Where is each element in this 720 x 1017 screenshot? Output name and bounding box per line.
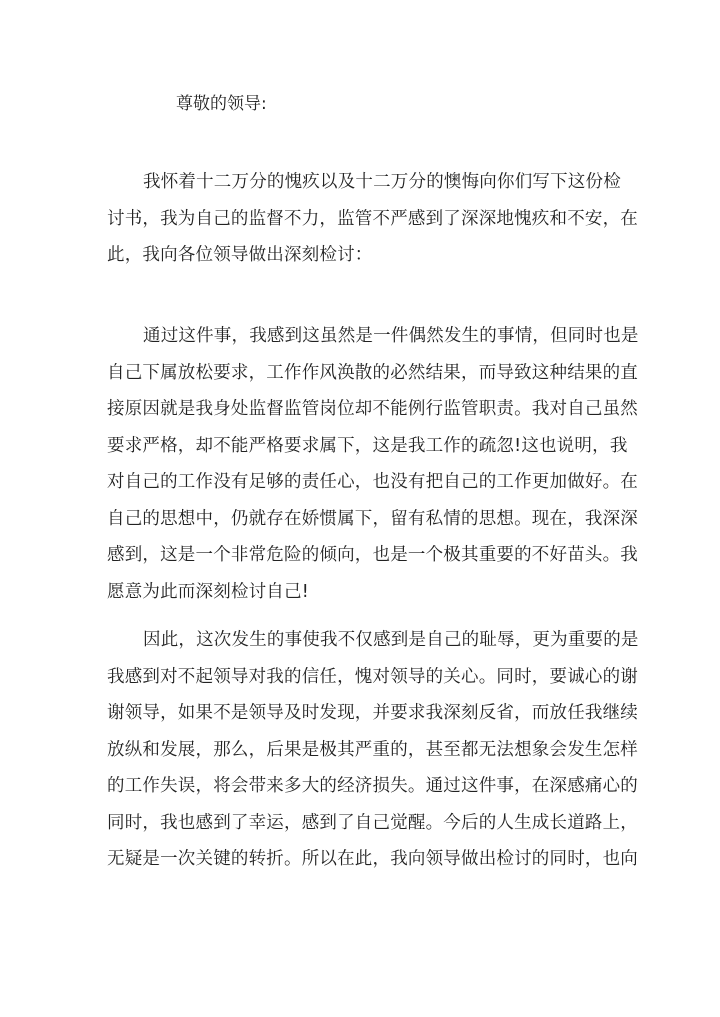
paragraph-line: 对自己的工作没有足够的责任心，也没有把自己的工作更加做好。在: [107, 472, 638, 492]
paragraph-line: 放纵和发展，那么，后果是极其严重的，甚至都无法想象会发生怎样: [107, 739, 638, 760]
paragraph-line: 自己的思想中，仍就存在娇惯属下，留有私情的思想。现在，我深深: [107, 508, 638, 529]
paragraph-2: [107, 318, 639, 610]
paragraph-line: 我感到对不起领导对我的信任，愧对领导的关心。同时，要诚心的谢: [107, 666, 638, 687]
paragraph-line: 无疑是一次关键的转折。所以在此，我向领导做出检讨的同时，也向: [107, 849, 638, 869]
paragraph-line: 通过这件事，我感到这虽然是一件偶然发生的事情，但同时也是: [143, 326, 639, 346]
salutation: 尊敬的领导:: [176, 94, 267, 114]
paragraph-line: 自己下属放松要求，工作作风涣散的必然结果，而导致这种结果的直: [107, 362, 638, 383]
paragraph-line: 要求严格，却不能严格要求属下，这是我工作的疏忽!这也说明，我: [107, 435, 628, 456]
paragraph-line: 我怀着十二万分的愧疚以及十二万分的懊悔向你们写下这份检: [143, 172, 621, 192]
paragraph-3: [107, 622, 639, 878]
paragraph-line: 接原因就是我身处监督监管岗位却不能例行监管职责。我对自己虽然: [107, 399, 638, 419]
paragraph-line: 同时，我也感到了幸运，感到了自己觉醒。今后的人生成长道路上，: [107, 812, 638, 833]
paragraph-line: 因此，这次发生的事使我不仅感到是自己的耻辱，更为重要的是: [143, 630, 639, 650]
paragraph-line: 愿意为此而深刻检讨自己!: [107, 581, 309, 602]
paragraph-1: [107, 164, 638, 274]
paragraph-line: 谢领导，如果不是领导及时发现，并要求我深刻反省，而放任我继续: [107, 703, 638, 723]
paragraph-line: 讨书，我为自己的监督不力，监管不严感到了深深地愧疚和不安，在: [107, 208, 638, 229]
paragraph-line: 的工作失误，将会带来多大的经济损失。通过这件事，在深感痛心的: [107, 776, 638, 796]
paragraph-line: 感到，这是一个非常危险的倾向，也是一个极其重要的不好苗头。我: [107, 545, 638, 565]
paragraph-line: 此，我向各位领导做出深刻检讨：: [107, 245, 373, 265]
